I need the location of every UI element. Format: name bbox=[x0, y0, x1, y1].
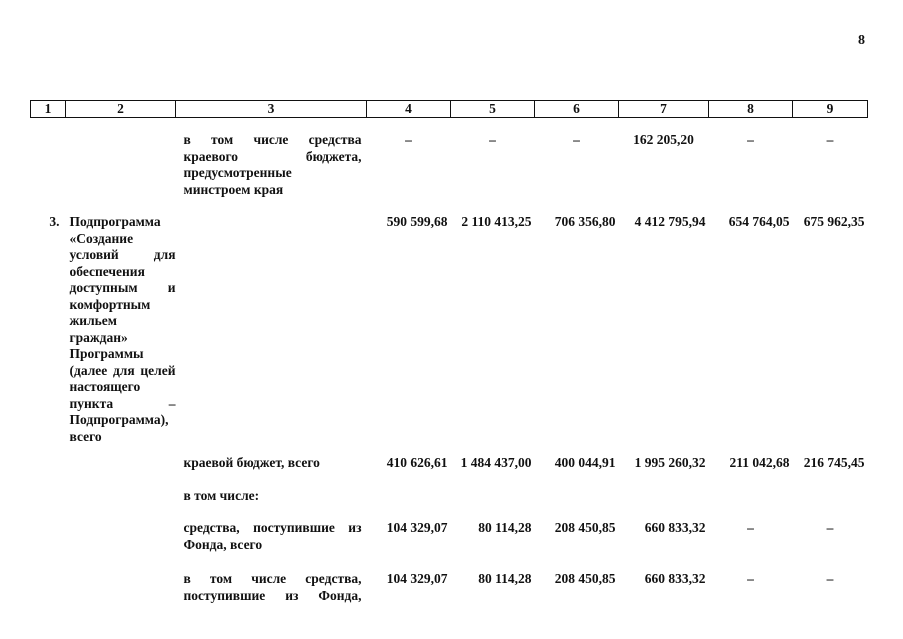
value-cell: 1 484 437,00 bbox=[460, 455, 532, 470]
table-row bbox=[31, 520, 868, 571]
value-cell: 1 995 260,32 bbox=[634, 455, 706, 470]
value-cell: – bbox=[826, 132, 834, 147]
row-number: 3. bbox=[49, 214, 60, 229]
value-cell bbox=[709, 488, 793, 521]
value-cell: 410 626,61 bbox=[386, 455, 448, 470]
value-cell bbox=[367, 488, 451, 521]
row-name bbox=[66, 520, 176, 571]
table-row bbox=[31, 488, 868, 521]
value-cell: – bbox=[826, 520, 834, 535]
value-cell: – bbox=[826, 571, 834, 586]
row-description: в том числе средства краевого бюджета, предусмотренные минстроем края bbox=[183, 132, 362, 197]
row-number bbox=[31, 488, 66, 521]
column-header: 2 bbox=[66, 101, 176, 118]
value-cell: 216 745,45 bbox=[803, 455, 865, 470]
column-header: 3 bbox=[176, 101, 367, 118]
table-row bbox=[31, 118, 868, 215]
column-header: 7 bbox=[619, 101, 709, 118]
value-cell bbox=[451, 488, 535, 521]
table-row bbox=[31, 214, 868, 455]
column-header: 8 bbox=[709, 101, 793, 118]
value-cell: – bbox=[747, 520, 754, 535]
value-cell: 400 044,91 bbox=[554, 455, 616, 470]
value-cell: – bbox=[747, 132, 754, 147]
row-description: в том числе средства, поступившие из Фонда, bbox=[183, 571, 362, 603]
row-description: в том числе: bbox=[183, 487, 260, 503]
value-cell: 104 329,07 bbox=[386, 520, 448, 535]
row-name: Подпрограмма «Создание условий для обеспечения доступным и комфортным жильем граждан» Программы (далее для целей настоящего пункта – Подпрограмма), всего bbox=[69, 214, 176, 444]
value-cell: – bbox=[405, 132, 412, 147]
column-header: 5 bbox=[451, 101, 535, 118]
budget-table bbox=[30, 100, 868, 604]
row-name bbox=[66, 571, 176, 604]
value-cell: 211 042,68 bbox=[729, 455, 790, 470]
row-name bbox=[66, 118, 176, 215]
value-cell: 208 450,85 bbox=[554, 571, 616, 586]
row-description: краевой бюджет, всего bbox=[183, 455, 320, 470]
row-number bbox=[31, 571, 66, 604]
value-cell: 654 764,05 bbox=[728, 214, 790, 229]
table-row bbox=[31, 571, 868, 604]
row-number bbox=[31, 520, 66, 571]
value-cell: 590 599,68 bbox=[386, 214, 448, 229]
value-cell: – bbox=[747, 571, 754, 586]
value-cell: – bbox=[489, 132, 496, 147]
value-cell: – bbox=[573, 132, 580, 147]
row-number bbox=[31, 455, 66, 488]
column-header: 1 bbox=[31, 101, 66, 118]
column-number-header-row bbox=[31, 101, 868, 118]
row-number bbox=[31, 118, 66, 215]
row-name bbox=[66, 488, 176, 521]
value-cell: 162 205,20 bbox=[633, 132, 694, 147]
value-cell: 80 114,28 bbox=[478, 520, 532, 535]
column-header: 4 bbox=[367, 101, 451, 118]
value-cell: 675 962,35 bbox=[803, 214, 865, 229]
column-header: 6 bbox=[535, 101, 619, 118]
value-cell: 4 412 795,94 bbox=[634, 214, 706, 229]
value-cell: 104 329,07 bbox=[386, 571, 448, 586]
value-cell bbox=[793, 488, 868, 521]
row-description bbox=[176, 214, 367, 455]
value-cell: 2 110 413,25 bbox=[461, 214, 532, 229]
value-cell: 80 114,28 bbox=[478, 571, 532, 586]
table-row bbox=[31, 455, 868, 488]
column-header: 9 bbox=[793, 101, 868, 118]
row-name bbox=[66, 455, 176, 488]
value-cell: 660 833,32 bbox=[644, 571, 706, 586]
row-description: средства, поступившие из Фонда, всего bbox=[183, 520, 362, 552]
value-cell: 706 356,80 bbox=[554, 214, 616, 229]
value-cell: 660 833,32 bbox=[644, 520, 706, 535]
value-cell: 208 450,85 bbox=[554, 520, 616, 535]
page-number: 8 bbox=[858, 33, 865, 48]
value-cell bbox=[619, 488, 709, 521]
value-cell bbox=[535, 488, 619, 521]
